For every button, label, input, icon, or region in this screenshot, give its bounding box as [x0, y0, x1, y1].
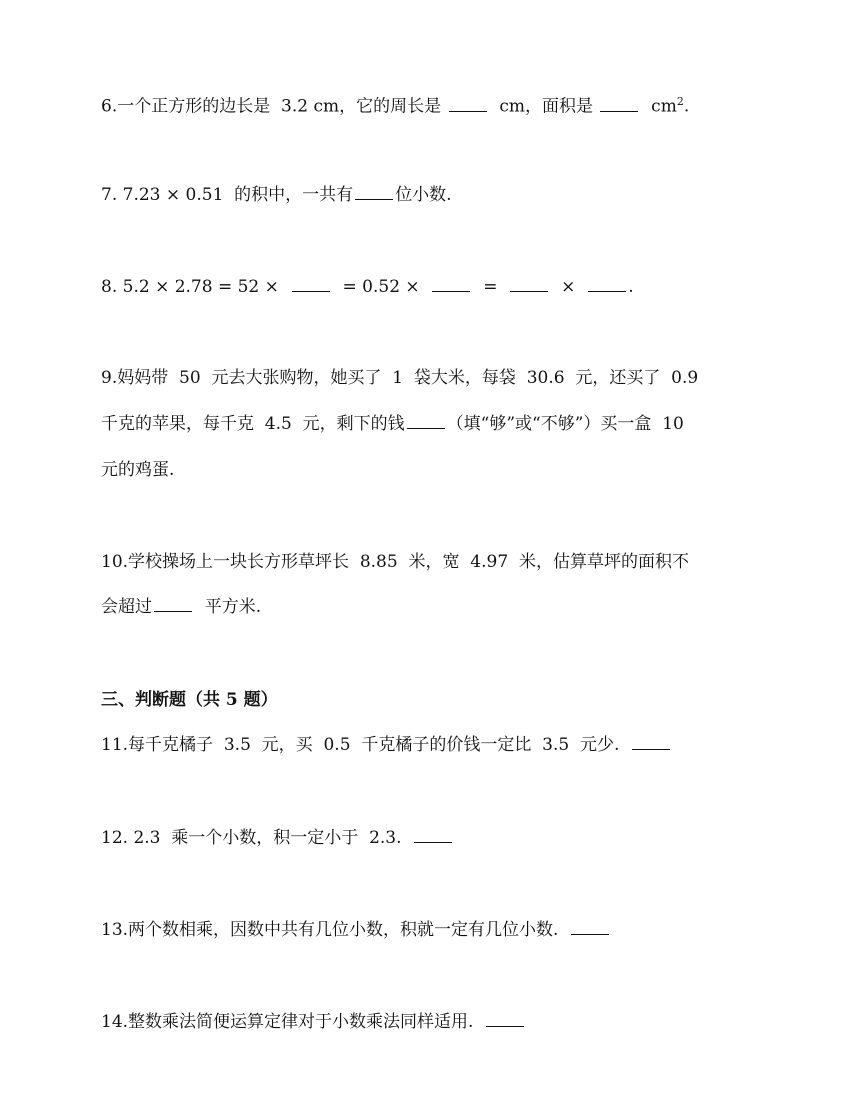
question-7	[101, 183, 770, 207]
answer-blank[interactable]	[510, 277, 548, 292]
question-8-text-e: .	[628, 277, 634, 297]
question-10-line-2	[101, 595, 770, 619]
question-7-text-a: 7. 7.23 × 0.51 的积中，一共有	[101, 185, 354, 205]
question-12-text: 12. 2.3 乘一个小数，积一定小于 2.3.	[101, 828, 413, 848]
question-13-text: 13.两个数相乘，因数中共有几位小数，积就一定有几位小数.	[101, 920, 570, 940]
answer-blank[interactable]	[632, 735, 670, 750]
question-9-text-line-2b: （填“够”或“不够”）买一盒 10	[446, 414, 684, 434]
answer-blank[interactable]	[407, 414, 445, 429]
question-11-text: 11.每千克橘子 3.5 元，买 0.5 千克橘子的价钱一定比 3.5 元少.	[101, 735, 631, 755]
question-8-text-d: ×	[550, 277, 587, 297]
answer-blank[interactable]	[449, 97, 487, 112]
section-heading: 三、判断题（共 5 题）	[101, 690, 278, 710]
question-7-text-b: 位小数.	[395, 185, 452, 205]
question-13	[101, 918, 770, 942]
question-11	[101, 733, 770, 757]
question-6-text-a: 6.一个正方形的边长是 3.2 cm，它的周长是	[101, 96, 447, 117]
answer-blank[interactable]	[292, 277, 330, 292]
question-6-text-d: .	[683, 96, 690, 117]
question-9-text-line-1: 9.妈妈带 50 元去大张购物，她买了 1 袋大米，每袋 30.6 元，还买了 0.9	[101, 368, 699, 388]
question-6-text-b: cm，面积是	[488, 96, 599, 117]
question-9-text-line-3: 元的鸡蛋.	[101, 460, 175, 480]
question-9-line-2	[101, 412, 770, 436]
question-9-text-line-2a: 千克的苹果，每千克 4.5 元，剩下的钱	[101, 414, 405, 434]
answer-blank[interactable]	[588, 277, 626, 292]
answer-blank[interactable]	[414, 828, 452, 843]
question-10-text-line-2b: 平方米.	[194, 597, 262, 617]
superscript: 2	[676, 95, 684, 108]
answer-blank[interactable]	[154, 597, 192, 612]
question-14-text: 14.整数乘法简便运算定律对于小数乘法同样适用.	[101, 1012, 485, 1032]
answer-blank[interactable]	[432, 277, 470, 292]
answer-blank[interactable]	[486, 1012, 524, 1027]
question-8-text-c: =	[472, 277, 509, 297]
question-9-line-1	[101, 366, 770, 390]
question-10-text-line-2a: 会超过	[101, 597, 152, 617]
answer-blank[interactable]	[571, 920, 609, 935]
answer-blank[interactable]	[355, 185, 393, 200]
answer-blank[interactable]	[600, 97, 638, 112]
question-8-text-a: 8. 5.2 × 2.78 = 52 ×	[101, 277, 290, 297]
question-9-line-3	[101, 458, 770, 482]
question-12	[101, 826, 770, 850]
question-8-text-b: = 0.52 ×	[331, 277, 431, 297]
question-6	[101, 90, 770, 119]
question-8	[101, 275, 770, 299]
question-10-text-line-1: 10.学校操场上一块长方形草坪长 8.85 米，宽 4.97 米，估算草坪的面积不	[101, 552, 689, 572]
question-14	[101, 1010, 770, 1034]
question-6-text-c: cm	[640, 96, 677, 117]
question-10-line-1	[101, 550, 770, 574]
